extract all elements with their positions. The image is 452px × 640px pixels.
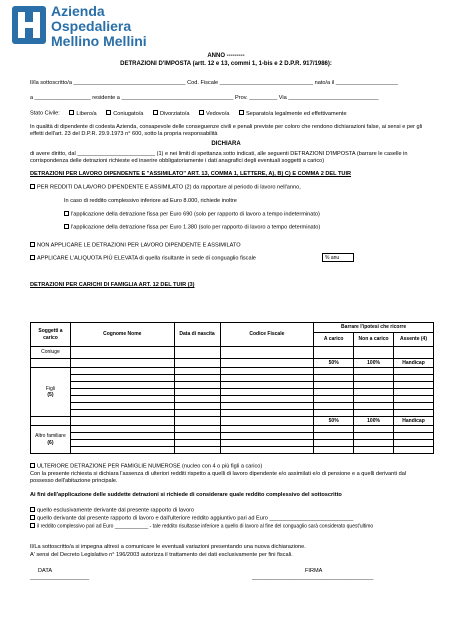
handicap-label: Handicap [394,359,434,368]
col-cf: Codice Fiscale [220,323,314,347]
cell[interactable] [70,368,174,375]
cell[interactable] [70,410,174,417]
cell[interactable] [174,447,220,454]
cell[interactable] [70,382,174,389]
checkbox-coniugato[interactable] [106,110,111,115]
firma-label: FIRMA [305,568,323,574]
pct-header-row-1 [31,359,434,368]
cell[interactable] [314,447,354,454]
cell[interactable] [394,396,434,403]
cell[interactable] [220,375,314,382]
cell[interactable] [394,347,434,359]
lavoro-heading: DETRAZIONI PER LAVORO DIPENDENTE E "ASSIMILATO" ART. 13, COMMA 1, LETTERE, A), B) C) E COMMA 2 DEL TUIR [30,171,352,177]
cell[interactable] [314,396,354,403]
coniuge-row [31,347,434,359]
cell[interactable] [174,403,220,410]
cell[interactable] [394,382,434,389]
cell[interactable] [174,375,220,382]
privacy-text: A' sensi del Decreto Legislativo n° 196/2003 autorizza il trattamento dei dati esclusivamente per fini fiscali. [30,552,293,558]
cell[interactable] [220,440,314,447]
cell[interactable] [174,382,220,389]
option-libero: Libero/a [76,110,97,117]
cell[interactable] [174,433,220,440]
cell[interactable] [314,368,354,375]
cell[interactable] [220,403,314,410]
cell[interactable] [70,440,174,447]
cell[interactable] [394,433,434,440]
lavoro-option-1[interactable]: PER REDDITI DA LAVORO DIPENDENTE E ASSIMILATO (2) da rapportare al periodo di lavoro nell'anno, [30,184,430,191]
family-table [30,322,434,454]
altro-familiare-label: Altro familiare (6) [31,426,71,454]
reddito-option-1[interactable]: quello esclusivamente derivante dal presente rapporto di lavoro [30,507,430,514]
cell[interactable] [354,347,394,359]
cell[interactable] [220,389,314,396]
cell[interactable] [220,347,314,359]
col-barrare: Barrare l'ipotesi che ricorre [314,323,434,333]
cell[interactable] [314,403,354,410]
page-title: DETRAZIONI D'IMPOSTA (artt. 12 e 13, commi 1, 1-bis e 2 D.P.R. 917/1986): [120,61,332,67]
cell[interactable] [354,375,394,382]
lavoro-option-2[interactable]: NON APPLICARE LE DETRAZIONI PER LAVORO DIPENDENTE E ASSIMILATO [30,242,430,249]
cell[interactable] [220,382,314,389]
checkbox-numerose[interactable] [30,463,35,468]
checkbox-divorziato[interactable] [153,110,158,115]
cell[interactable] [174,347,220,359]
cell[interactable] [220,426,314,433]
cell[interactable] [354,433,394,440]
cell[interactable] [314,375,354,382]
cell[interactable] [174,440,220,447]
figli-label: Figli (5) [31,368,71,417]
intro-paragraph: In qualità di dipendente di codesta Azienda, consapevole delle conseguenze civili e penali previste per coloro che rendono dichiarazioni false, ai sensi e per gli effetti dell'art. 23 del D.P.R. 29.9.1973 n° 600, sotto la propria responsabilità [30,124,423,137]
cell[interactable] [394,410,434,417]
option-vedovo: Vedovo/a [206,110,230,117]
cell[interactable] [314,433,354,440]
cell[interactable] [314,426,354,433]
pct-100-label: 100% [354,359,394,368]
cell[interactable] [394,389,434,396]
checkbox-libero[interactable] [69,110,74,115]
cell[interactable] [220,396,314,403]
cell[interactable] [220,368,314,375]
firma-line[interactable]: _______________________________________ [252,575,374,581]
stato-civile-label: Stato Civile: [30,110,60,117]
cell[interactable] [174,368,220,375]
col-soggetti: Soggetti a carico [31,323,71,347]
cell[interactable] [394,447,434,454]
cell[interactable] [70,403,174,410]
numerose-option[interactable]: ULTERIORE DETRAZIONE PER FAMIGLIE NUMEROSE (nucleo con 4 o più figli a carico) [30,463,430,470]
cell[interactable] [174,396,220,403]
cell[interactable] [220,433,314,440]
cell[interactable] [394,426,434,433]
checkbox-separato[interactable] [239,110,244,115]
lavoro-sub-2[interactable]: l'applicazione della detrazione fissa per Euro 1.380 (solo per rapporto di lavoro a tempo determinato) [64,224,424,231]
col-cognome: Cognome Nome [70,323,174,347]
option-divorziato: Divorziato/a [159,110,190,117]
option-separato: Separato/a legalmente ed effettivamente [245,110,347,117]
checkbox-sub-2[interactable] [64,224,69,229]
cell[interactable] [354,440,394,447]
cell[interactable] [314,410,354,417]
cell[interactable] [314,347,354,359]
cell[interactable] [394,403,434,410]
checkbox-vedovo[interactable] [199,110,204,115]
dichiara-heading: DICHIARA [211,141,241,147]
col-a-carico: A carico [314,333,354,347]
cell[interactable] [314,440,354,447]
stato-civile-row [30,110,430,117]
data-line[interactable]: ___________________ [30,575,90,581]
anno-heading: ANNO --------- [207,53,245,59]
col-assente: Assente (4) [394,333,434,347]
cell[interactable] [220,410,314,417]
cell[interactable] [220,447,314,454]
checkbox-lavoro-1[interactable] [30,184,35,189]
col-non-carico: Non a carico [354,333,394,347]
famiglia-heading: DETRAZIONI PER CARICHI DI FAMIGLIA ART. 12 DEL TUIR (3) [30,282,195,288]
option-coniugato: Coniugato/a [113,110,144,117]
pct-header-row-2 [31,417,434,426]
lavoro-option-3[interactable]: APPLICARE L'ALIQUOTA PIÙ ELEVATA di quella risultante in sede di conguaglio fiscale [30,255,430,262]
numerose-paragraph: Con la presente richiesta si dichiara l'assenza di ulteriori redditi rispetto a quelli di lavoro dipendente e/o assimilati e/o di pensione e a quelli derivanti dal possesso dell'abitazione principale. [30,471,407,484]
cell[interactable] [354,382,394,389]
cell[interactable] [70,433,174,440]
checkbox-lavoro-3[interactable] [30,255,35,260]
impegno-text: Il/La sottoscritto/a si impegna altresì a comunicare le eventuali variazioni presentando una nuova dichiarazione. [30,544,306,550]
cell[interactable] [354,396,394,403]
aliquota-percent-field[interactable]: % anu [322,253,354,262]
cell[interactable] [354,368,394,375]
anagrafica-line-2[interactable]: a __________________ residente a ____________________________________ Prov. _________ Via _____________________________ [30,95,379,101]
cell[interactable] [354,389,394,396]
hospital-name: Azienda Ospedaliera Mellino Mellini [51,3,147,49]
cell[interactable] [394,368,434,375]
lavoro-sub-intro: In caso di reddito complessivo inferiore ad Euro 8.000, richiede inoltre [64,198,237,204]
cell[interactable] [354,403,394,410]
cell[interactable] [70,447,174,454]
lavoro-sub-1[interactable]: l'applicazione della detrazione fissa per Euro 690 (solo per rapporto di lavoro a tempo indeterminato) [64,211,424,218]
checkbox-reddito-2[interactable] [30,515,35,520]
pct-100-label: 100% [354,417,394,426]
cell[interactable] [174,389,220,396]
diritto-paragraph: di avere diritto, dal _________________________ (1) e nei limiti di spettanza sotto indicati, alle seguenti DETRAZIONI D'IMPOSTA (barrare le caselle in corrispondenza delle detrazioni richieste ed inserire obbligatoriamente i dati anagrafici degli eventuali soggetti a carico) [30,151,408,164]
reddito-heading: Ai fini dell'applicazione delle suddette detrazioni si richiede di considerare quale reddito complessivo del sottoscritto [30,492,342,498]
data-label: DATA [38,568,53,574]
handicap-label: Handicap [394,417,434,426]
cell[interactable] [394,375,434,382]
cell[interactable] [354,410,394,417]
pct-50-label: 50% [314,417,354,426]
cell[interactable] [354,426,394,433]
cell[interactable] [70,396,174,403]
cell[interactable] [314,389,354,396]
hospital-logo-icon [12,6,46,44]
coniuge-label: Coniuge [31,347,71,359]
cell[interactable] [354,447,394,454]
cell[interactable] [174,426,220,433]
cell[interactable] [70,375,174,382]
anagrafica-line-1[interactable]: Il/la sottoscritto/a ____________________________________ Cod. Fiscale ______________________________ nato/a il ____________________ [30,80,398,86]
checkbox-sub-1[interactable] [64,211,69,216]
checkbox-lavoro-2[interactable] [30,242,35,247]
reddito-option-3[interactable]: il reddito complessivo pari ad Euro ____________ - tale reddito risultasse inferiore a quello di lavoro al fine del conguaglio sarà considerato quest'ultimo [30,523,430,530]
cell[interactable] [314,382,354,389]
cell[interactable] [394,440,434,447]
cell[interactable] [70,389,174,396]
cell[interactable] [70,347,174,359]
cell[interactable] [174,410,220,417]
col-data: Data di nascita [174,323,220,347]
checkbox-reddito-1[interactable] [30,507,35,512]
checkbox-reddito-3[interactable] [30,523,35,528]
pct-50-label: 50% [314,359,354,368]
cell[interactable] [70,426,174,433]
reddito-option-2[interactable]: quello derivante dal presente rapporto di lavoro e dall'ulteriore reddito aggiuntivo pari ad Euro ___________________________ [30,515,430,522]
